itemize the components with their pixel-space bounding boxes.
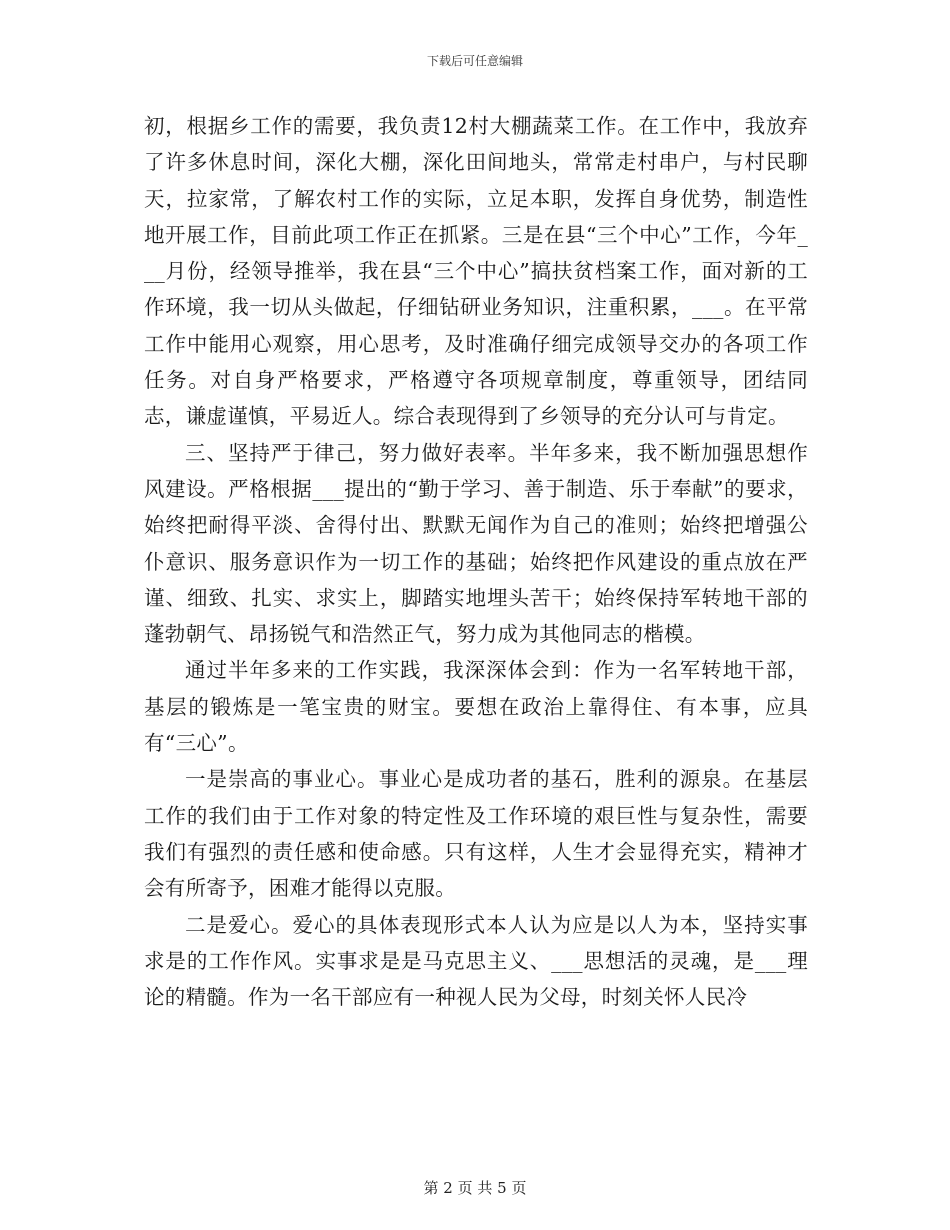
paragraph-2: 三、坚持严于律己，努力做好表率。半年多来，我不断加强思想作风建设。严格根据___提出的“勤于学习、善于制造、乐于奉献”的要求，始终把耐得平淡、舍得付出、默默无闻作为自己的准则；始终把增强公仆意识、服务意识作为一切工作的基础；始终把作风建设的重点放在严谨、细致、扎实、求实上，脚踏实地埋头苦干；始终保持军转地干部的蓬勃朝气、昂扬锐气和浩然正气，努力成为其他同志的楷模。: [144, 440, 808, 647]
paragraph-5: 二是爱心。爱心的具体表现形式本人认为应是以人为本，坚持实事求是的工作作风。实事求是是马克思主义、___思想活的灵魂，是___理论的精髓。作为一名干部应有一种视人民为父母，时刻关怀人民冷: [144, 912, 808, 1010]
paragraph-1: 初，根据乡工作的需要，我负责12村大棚蔬菜工作。在工作中，我放弃了许多休息时间，深化大棚，深化田间地头，常常走村串户，与村民聊天，拉家常，了解农村工作的实际，立足本职，发挥自身优势，制造性地开展工作，目前此项工作正在抓紧。三是在县“三个中心”工作，今年___月份，经领导推举，我在县“三个中心”搞扶贫档案工作，面对新的工作环境，我一切从头做起，仔细钻研业务知识，注重积累，___。在平常工作中能用心观察，用心思考，及时准确仔细完成领导交办的各项工作任务。对自身严格要求，严格遵守各项规章制度，尊重领导，团结同志，谦虚谨慎，平易近人。综合表现得到了乡领导的充分认可与肯定。: [144, 114, 808, 429]
page-footer: 第 2 页 共 5 页: [423, 1179, 527, 1197]
paragraph-3: 通过半年多来的工作实践，我深深体会到：作为一名军转地干部，基层的锻炼是一笔宝贵的财宝。要想在政治上靠得住、有本事，应具有“三心”。: [144, 658, 808, 756]
document-body: [144, 108, 808, 1015]
paragraph-4: 一是崇高的事业心。事业心是成功者的基石，胜利的源泉。在基层工作的我们由于工作对象的特定性及工作环境的艰巨性与复杂性，需要我们有强烈的责任感和使命感。只有这样，人生才会显得充实，精神才会有所寄予，困难才能得以克服。: [144, 767, 808, 901]
page-header: 下载后可任意编辑: [426, 54, 523, 68]
